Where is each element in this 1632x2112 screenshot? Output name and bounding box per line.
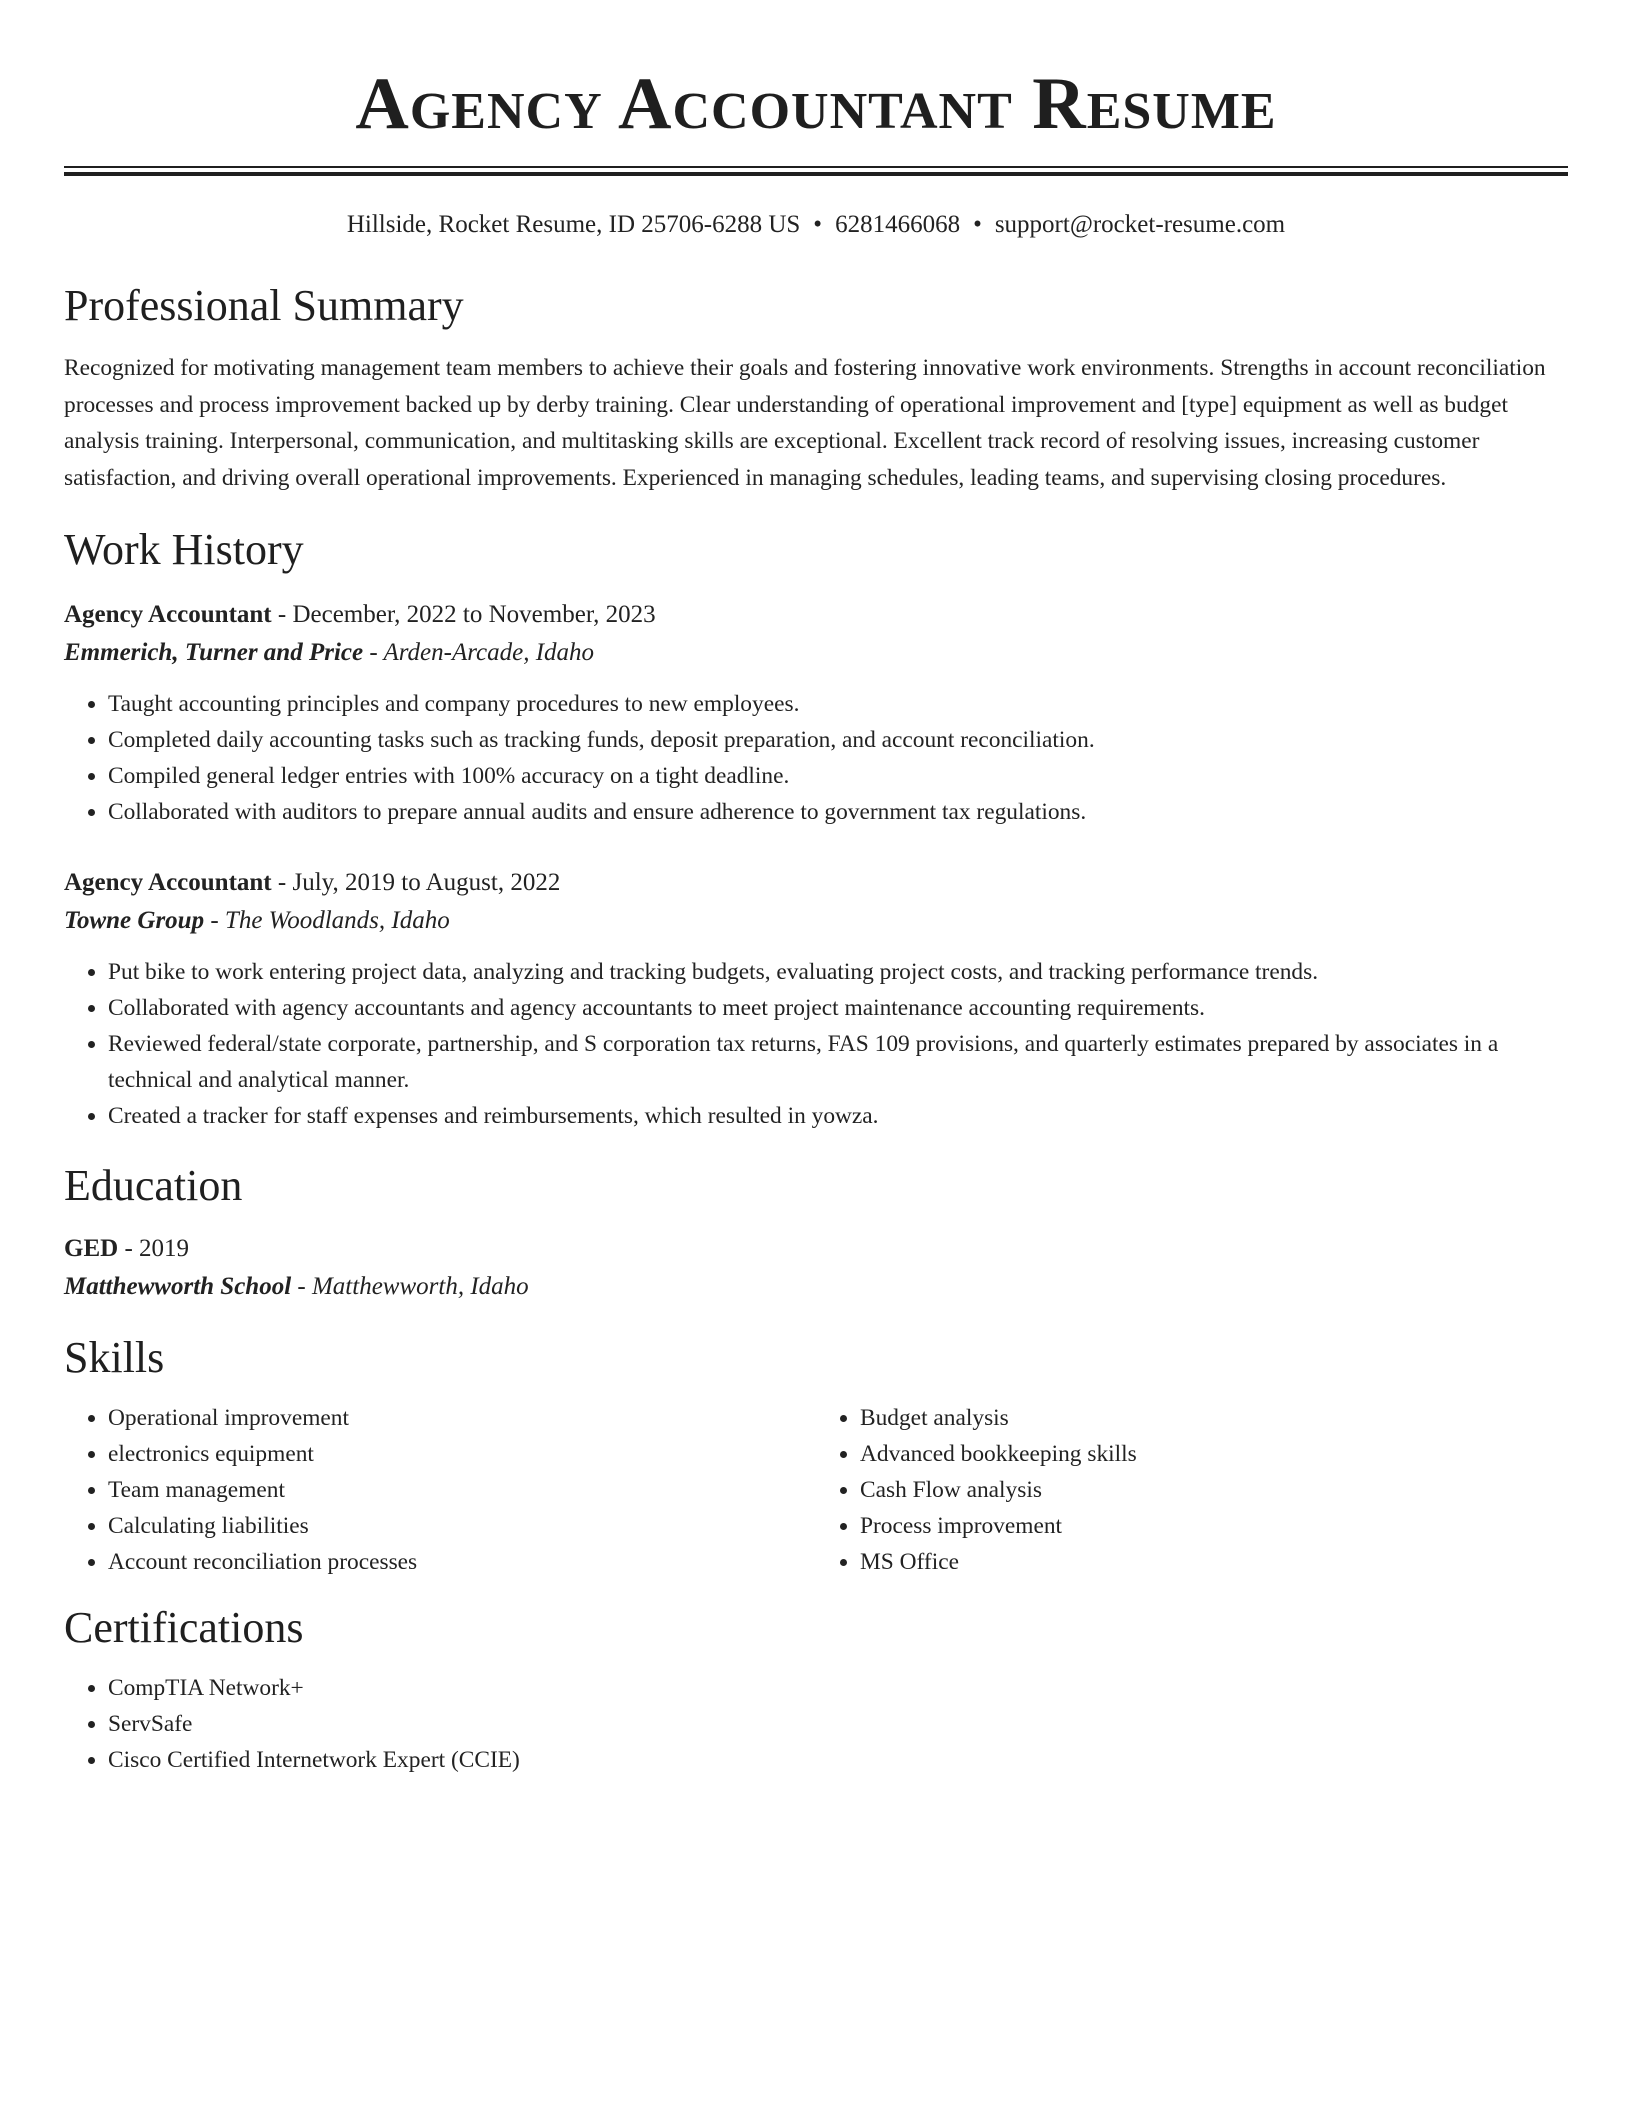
job-title: Agency Accountant [64, 869, 272, 896]
skill-item: • Advanced bookkeeping skills [860, 1436, 1568, 1472]
skill-item: • Budget analysis [860, 1400, 1568, 1436]
job-entry [64, 864, 1568, 1134]
job-bullet: • Taught accounting principles and company procedures to new employees. [108, 686, 1568, 722]
job-bullet: • Collaborated with auditors to prepare annual audits and ensure adherence to government tax regulations. [108, 794, 1568, 830]
job-bullet: • Completed daily accounting tasks such as tracking funds, deposit preparation, and account reconciliation. [108, 722, 1568, 758]
contact-separator: • [973, 211, 982, 238]
resume-title: Agency Accountant Resume [355, 63, 1277, 145]
job-location: - The Woodlands, Idaho [204, 907, 450, 934]
job-entry [64, 596, 1568, 830]
contact-email: support@rocket-resume.com [994, 211, 1286, 238]
job-company: Towne Group [64, 907, 205, 934]
education-entry [64, 1230, 1568, 1306]
skill-item: • electronics equipment [108, 1436, 816, 1472]
work-history-heading: Work History [64, 525, 304, 574]
skills-list-left [64, 1400, 816, 1580]
job-title: Agency Accountant [64, 601, 272, 628]
skill-item: • Operational improvement [108, 1400, 816, 1436]
job-title-line [64, 864, 1568, 902]
degree: GED [64, 1235, 119, 1262]
skill-item: • Team management [108, 1472, 816, 1508]
job-bullet: • Reviewed federal/state corporate, partnership, and S corporation tax returns, FAS 109 provisions, and quarterly estimates prepared by associates in a technical and analytical manner. [108, 1026, 1568, 1098]
skills-columns [64, 1400, 1568, 1580]
certification-item: • ServSafe [108, 1706, 1568, 1742]
job-bullet: • Compiled general ledger entries with 100% accuracy on a tight deadline. [108, 758, 1568, 794]
job-bullet-list [64, 686, 1568, 830]
summary-heading: Professional Summary [64, 281, 464, 330]
job-company: Emmerich, Turner and Price [64, 639, 364, 666]
job-bullet: • Created a tracker for staff expenses and reimbursements, which resulted in yowza. [108, 1098, 1568, 1134]
job-bullet: • Collaborated with agency accountants and agency accountants to meet project maintenance accounting requirements. [108, 990, 1568, 1026]
degree-year: - 2019 [118, 1235, 190, 1262]
skill-item: • MS Office [860, 1544, 1568, 1580]
skill-item: • Account reconciliation processes [108, 1544, 816, 1580]
certification-item: • Cisco Certified Internetwork Expert (CCIE) [108, 1742, 1568, 1778]
certification-item: • CompTIA Network+ [108, 1670, 1568, 1706]
contact-separator: • [813, 211, 823, 238]
certifications-list [64, 1670, 1568, 1778]
contact-line [64, 210, 1568, 240]
title-double-rule [64, 166, 1568, 176]
contact-address: Hillside, Rocket Resume, ID 25706-6288 US [346, 211, 801, 238]
school-line [64, 1268, 1568, 1306]
summary-text: Recognized for motivating management team members to achieve their goals and fostering innovative work environments. Strengths in account reconciliation processes and process improvement backed up by derby training. Clear understanding of operational improvement and [type] equipment as well as budget analysis training. Interpersonal, communication, and multitasking skills are exceptional. Excellent track record of resolving issues, increasing customer satisfaction, and driving overall operational improvements. Experienced in managing schedules, leading teams, and supervising closing procedures. [64, 355, 1546, 491]
job-company-line [64, 902, 1568, 940]
job-bullet-list [64, 954, 1568, 1134]
school-name: Matthewworth School [64, 1273, 292, 1300]
skill-item: • Process improvement [860, 1508, 1568, 1544]
skill-item: • Calculating liabilities [108, 1508, 816, 1544]
certifications-heading: Certifications [64, 1603, 304, 1652]
education-heading: Education [64, 1161, 243, 1210]
job-company-line [64, 634, 1568, 672]
job-bullet: • Put bike to work entering project data, analyzing and tracking budgets, evaluating project costs, and tracking performance trends. [108, 954, 1568, 990]
skills-list-right [816, 1400, 1568, 1580]
job-dates: - December, 2022 to November, 2023 [271, 601, 656, 628]
certifications-section [64, 1670, 1568, 1778]
school-location: - Matthewworth, Idaho [291, 1273, 529, 1300]
skill-item: • Cash Flow analysis [860, 1472, 1568, 1508]
job-title-line [64, 596, 1568, 634]
degree-line [64, 1230, 1568, 1268]
skills-heading: Skills [64, 1333, 165, 1382]
job-location: - Arden-Arcade, Idaho [363, 639, 595, 666]
job-dates: - July, 2019 to August, 2022 [271, 869, 561, 896]
contact-phone: 6281466068 [835, 211, 961, 238]
